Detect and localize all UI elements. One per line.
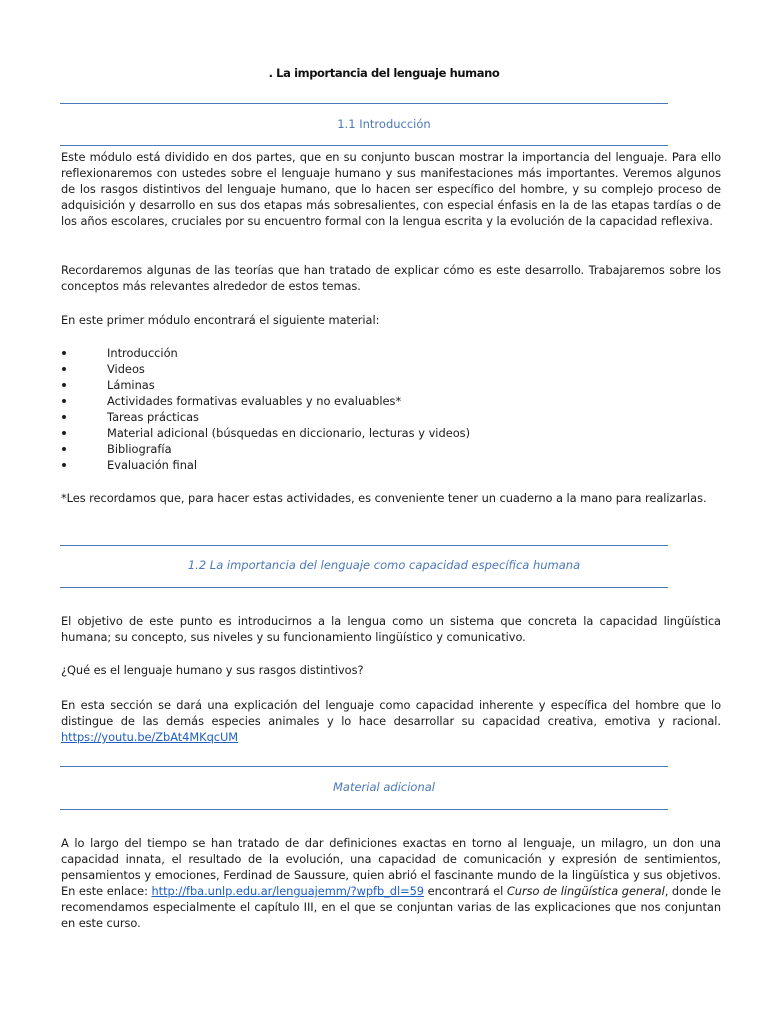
section-heading-capacidad: 1.2 La importancia del lenguaje como capacidad específica humana [187, 558, 581, 572]
list-item-label: Material adicional (búsquedas en diccionario, lecturas y videos) [107, 426, 471, 440]
additional-text-mid: encontrará el [424, 884, 507, 898]
intro-paragraph: Este módulo está dividido en dos partes, que en su conjunto buscan mostrar la importancia del lenguaje. Para ello reflexionaremos con ustedes sobre el lenguaje humano y sus manifestaciones más importantes. Veremos algunos de los rasgos distintivos del lenguaje humano, que lo hacen ser específico del hombre, y su complejo proceso de adquisición y desarrollo en sus dos etapas más sobresalientes, con especial énfasis en la de las etapas tardías o de los años escolares, cruciales por su encuentro formal con la lengua escrita y la evolución de la capacidad reflexiva. [61, 150, 721, 228]
list-item-label: Láminas [107, 378, 155, 392]
objective-paragraph: El objetivo de este punto es introducirnos a la lengua como un sistema que concreta la capacidad lingüística humana; su concepto, sus niveles y su funcionamiento lingüístico y comunicativo. [61, 614, 721, 644]
list-item [61, 361, 470, 377]
list-item-label: Evaluación final [107, 458, 198, 472]
bullet-icon [62, 431, 66, 435]
section-rule-top [60, 103, 668, 104]
bullet-icon [62, 447, 66, 451]
lenguajemm-download-link[interactable]: http://fba.unlp.edu.ar/lenguajemm/?wpfb_dl=59 [151, 884, 424, 898]
section-rule-bottom [60, 809, 668, 810]
list-item [61, 457, 470, 473]
document-title [0, 66, 768, 80]
additional-material-paragraph [61, 835, 721, 931]
bullet-icon [62, 399, 66, 403]
list-item [61, 393, 470, 409]
section-rule-bottom [60, 587, 668, 588]
list-item [61, 409, 470, 425]
bullet-icon [62, 367, 66, 371]
list-item-label: Videos [107, 362, 145, 376]
question-paragraph: ¿Qué es el lenguaje humano y sus rasgos distintivos? [61, 663, 364, 677]
note-paragraph: *Les recordamos que, para hacer estas actividades, es conveniente tener un cuaderno a la mano para realizarlas. [61, 491, 707, 505]
bullet-icon [62, 383, 66, 387]
youtube-video-link[interactable]: https://youtu.be/ZbAt4MKqcUM [61, 730, 239, 744]
bullet-icon [62, 415, 66, 419]
section-rule-bottom [60, 145, 668, 146]
material-intro-paragraph: En este primer módulo encontrará el siguiente material: [61, 313, 380, 327]
additional-text-end: , donde le recomendamos especialmente el capítulo III, en el que se conjuntan varias de las explicaciones que nos conjuntan en este curso. [61, 884, 721, 930]
list-item-label: Bibliografía [107, 442, 172, 456]
book-title: Curso de lingüística general [506, 884, 665, 898]
section-heading-material-adicional: Material adicional [332, 780, 435, 794]
list-item [61, 377, 470, 393]
explanation-text: En esta sección se dará una explicación del lenguaje como capacidad inherente y específica del hombre que lo distingue de las demás especies animales y lo hace desarrollar su capacidad creativa, emotiva y racional. [61, 698, 721, 728]
list-item [61, 425, 470, 441]
title-text: La importancia del lenguaje humano [276, 66, 500, 80]
additional-text: A lo largo del tiempo se han tratado de dar definiciones exactas en torno al lenguaje, un milagro, un don una capacidad innata, el resultado de la evolución, una capacidad de comunicación y expresión de sentimientos, pensamientos y emociones, Ferdinad de Saussure, quien abrió el fascinante mundo de la lingüística y sus objetivos. En este enlace: [61, 836, 721, 898]
title-prefix: . [268, 66, 277, 80]
section-rule-top [60, 766, 668, 767]
explanation-paragraph [61, 697, 721, 745]
list-item-label: Actividades formativas evaluables y no evaluables* [107, 394, 402, 408]
section-heading-introduccion: 1.1 Introducción [337, 117, 431, 131]
list-item-label: Tareas prácticas [107, 410, 199, 424]
list-item [61, 441, 470, 457]
list-item-label: Introducción [107, 346, 178, 360]
section-rule-top [60, 545, 668, 546]
theories-paragraph: Recordaremos algunas de las teorías que han tratado de explicar cómo es este desarrollo. Trabajaremos sobre los conceptos más relevantes alrededor de estos temas. [61, 263, 721, 293]
list-item [61, 345, 470, 361]
material-list [61, 345, 470, 473]
bullet-icon [62, 351, 66, 355]
bullet-icon [62, 463, 66, 467]
